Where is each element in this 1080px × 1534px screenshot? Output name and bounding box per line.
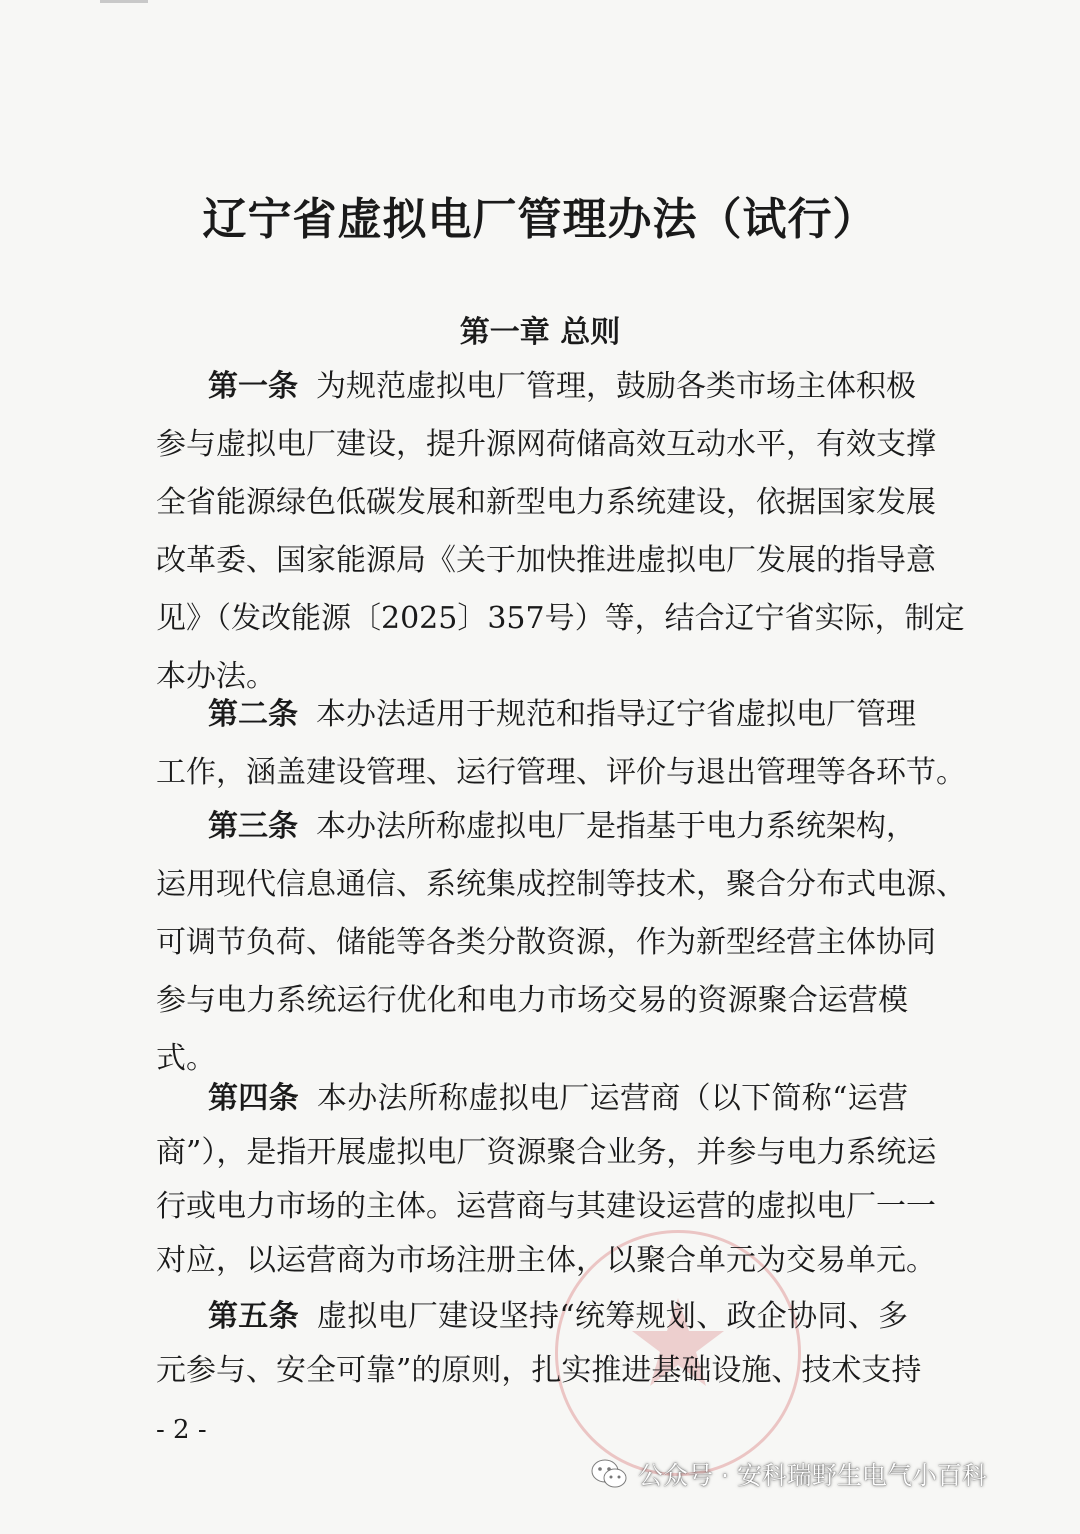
article-label: 第三条 bbox=[208, 809, 298, 844]
article-line: 第五条 虚拟电厂建设坚持“统筹规划、政企协同、多 bbox=[208, 1299, 909, 1334]
article-label: 第二条 bbox=[208, 697, 298, 732]
scan-mark bbox=[100, 0, 148, 3]
document-title: 辽宁省虚拟电厂管理办法（试行） bbox=[202, 194, 878, 245]
article-line: 对应，以运营商为市场注册主体，以聚合单元为交易单元。 bbox=[156, 1243, 936, 1278]
chapter-heading: 第一章 总则 bbox=[459, 315, 621, 350]
article-line: 参与虚拟电厂建设，提升源网荷储高效互动水平，有效支撑 bbox=[156, 427, 936, 462]
article-label: 第五条 bbox=[208, 1299, 299, 1334]
article-line: 第二条 本办法适用于规范和指导辽宁省虚拟电厂管理 bbox=[208, 697, 916, 732]
article-line: 可调节负荷、储能等各类分散资源，作为新型经营主体协同 bbox=[156, 925, 936, 960]
article-label: 第四条 bbox=[208, 1081, 299, 1116]
article-line: 全省能源绿色低碳发展和新型电力系统建设，依据国家发展 bbox=[156, 485, 936, 520]
article-line: 第一条 为规范虚拟电厂管理，鼓励各类市场主体积极 bbox=[208, 369, 916, 404]
article-line: 式。 bbox=[156, 1041, 216, 1076]
article-label: 第一条 bbox=[208, 369, 298, 404]
article-line: 见》（发改能源〔2025〕357号）等，结合辽宁省实际，制定 bbox=[156, 601, 965, 636]
article-line: 参与电力系统运行优化和电力市场交易的资源聚合运营模 bbox=[156, 983, 908, 1018]
article-line: 工作，涵盖建设管理、运行管理、评价与退出管理等各环节。 bbox=[156, 755, 966, 790]
article-line: 商”），是指开展虚拟电厂资源聚合业务，并参与电力系统运 bbox=[156, 1135, 937, 1170]
page-number: - 2 - bbox=[156, 1415, 207, 1445]
wechat-icon bbox=[590, 1457, 628, 1491]
watermark bbox=[590, 1452, 987, 1496]
article-line: 本办法。 bbox=[156, 659, 276, 694]
article-line: 改革委、国家能源局《关于加快推进虚拟电厂发展的指导意 bbox=[156, 543, 936, 578]
article-line: 元参与、安全可靠”的原则，扎实推进基础设施、技术支持 bbox=[156, 1353, 922, 1388]
article-line: 第三条 本办法所称虚拟电厂是指基于电力系统架构， bbox=[208, 809, 916, 844]
article-line: 第四条 本办法所称虚拟电厂运营商（以下简称“运营 bbox=[208, 1081, 909, 1116]
watermark-text: 公众号 · 安科瑞野生电气小百科 bbox=[638, 1461, 987, 1490]
article-line: 行或电力市场的主体。运营商与其建设运营的虚拟电厂一一 bbox=[156, 1189, 936, 1224]
article-line: 运用现代信息通信、系统集成控制等技术，聚合分布式电源、 bbox=[156, 867, 966, 902]
